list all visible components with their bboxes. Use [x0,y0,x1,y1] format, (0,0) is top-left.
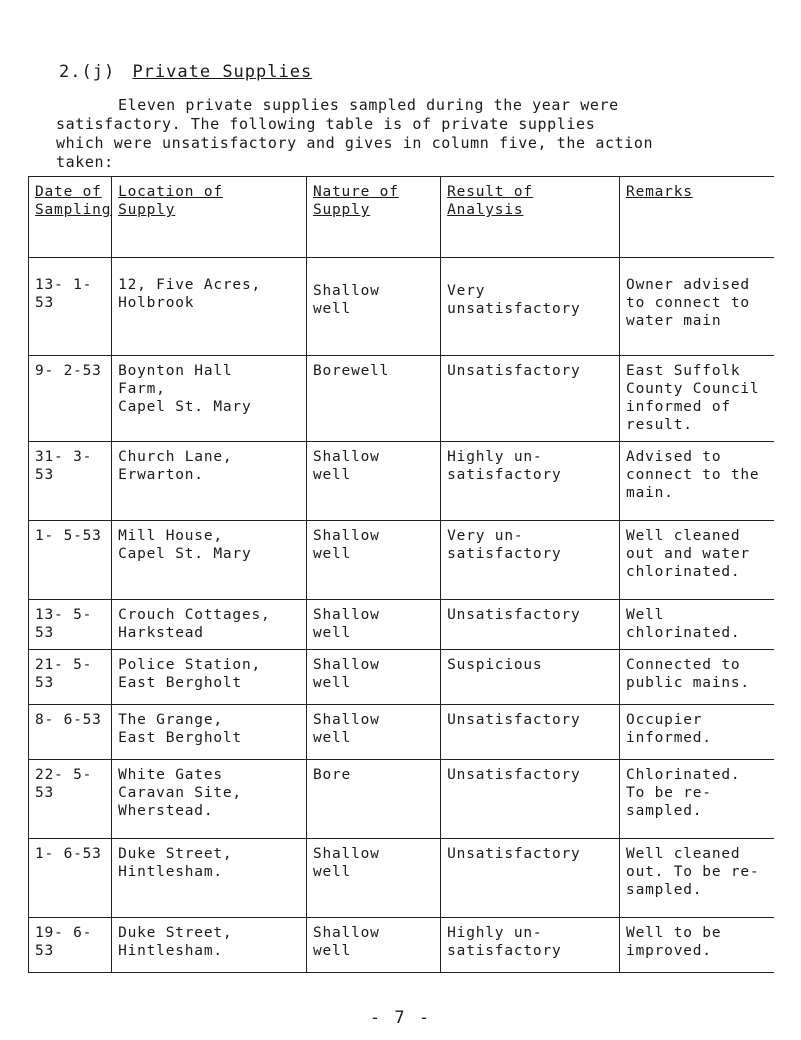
table-row [29,356,775,442]
cell-remarks: Chlorinated. To be re- sampled. [620,760,774,839]
cell-nature: Bore [306,760,440,839]
cell-result: Unsatisfactory [441,600,620,650]
cell-remarks: Connected to public mains. [620,650,774,705]
table-row [29,705,775,760]
cell-nature: Shallow well [306,600,440,650]
table-row [29,600,775,650]
cell-remarks: Well cleaned out and water chlorinated. [620,521,774,600]
cell-location: White Gates Caravan Site, Wherstead. [112,760,307,839]
intro-line-4: taken: [56,153,114,171]
cell-location: The Grange, East Bergholt [112,705,307,760]
cell-date: 8- 6-53 [29,705,112,760]
table-row [29,760,775,839]
cell-remarks: Well cleaned out. To be re- sampled. [620,839,774,918]
cell-nature: Shallow well [306,705,440,760]
table-row [29,839,775,918]
cell-nature: Shallow well [306,258,440,356]
cell-nature: Shallow well [306,521,440,600]
cell-location: Church Lane, Erwarton. [112,442,307,521]
cell-remarks: Owner advised to connect to water main [620,258,774,356]
unsatisfactory-supplies-table [28,176,774,973]
cell-result: Highly un- satisfactory [441,918,620,973]
header-result: Result of Analysis [441,177,620,258]
header-location: Location of Supply [112,177,307,258]
cell-nature: Shallow well [306,442,440,521]
cell-location: Crouch Cottages, Harkstead [112,600,307,650]
intro-line-1: Eleven private supplies sampled during the year were [118,96,619,114]
table-row [29,521,775,600]
header-date: Date of Sampling [29,177,112,258]
cell-result: Highly un- satisfactory [441,442,620,521]
cell-date: 9- 2-53 [29,356,112,442]
section-heading [59,62,312,82]
cell-result: Very unsatisfactory [441,258,620,356]
cell-remarks: Well to be improved. [620,918,774,973]
cell-nature: Shallow well [306,918,440,973]
cell-date: 1- 5-53 [29,521,112,600]
cell-location: 12, Five Acres, Holbrook [112,258,307,356]
header-remarks: Remarks [620,177,774,258]
section-title: Private Supplies [132,62,313,82]
cell-location: Boynton Hall Farm, Capel St. Mary [112,356,307,442]
intro-line-2: satisfactory. The following table is of private supplies [56,115,596,133]
cell-result: Unsatisfactory [441,356,620,442]
table-row [29,918,775,973]
cell-remarks: Advised to connect to the main. [620,442,774,521]
cell-result: Suspicious [441,650,620,705]
cell-result: Unsatisfactory [441,839,620,918]
cell-date: 31- 3-53 [29,442,112,521]
cell-date: 1- 6-53 [29,839,112,918]
cell-result: Very un- satisfactory [441,521,620,600]
table-header-row [29,177,775,258]
table-row [29,258,775,356]
cell-nature: Borewell [306,356,440,442]
cell-date: 21- 5-53 [29,650,112,705]
cell-location: Duke Street, Hintlesham. [112,918,307,973]
intro-line-3: which were unsatisfactory and gives in column five, the action [56,134,654,152]
header-nature: Nature of Supply [306,177,440,258]
table-row [29,650,775,705]
cell-remarks: East Suffolk County Council informed of result. [620,356,774,442]
cell-remarks: Occupier informed. [620,705,774,760]
cell-nature: Shallow well [306,839,440,918]
cell-date: 22- 5-53 [29,760,112,839]
cell-result: Unsatisfactory [441,705,620,760]
section-number: 2.(j) [59,62,116,82]
cell-location: Mill House, Capel St. Mary [112,521,307,600]
cell-location: Duke Street, Hintlesham. [112,839,307,918]
cell-date: 19- 6-53 [29,918,112,973]
page-number: - 7 - [369,1008,432,1028]
intro-paragraph [56,96,776,172]
cell-remarks: Well chlorinated. [620,600,774,650]
table-row [29,442,775,521]
cell-nature: Shallow well [306,650,440,705]
cell-location: Police Station, East Bergholt [112,650,307,705]
cell-date: 13- 1-53 [29,258,112,356]
cell-date: 13- 5-53 [29,600,112,650]
cell-result: Unsatisfactory [441,760,620,839]
